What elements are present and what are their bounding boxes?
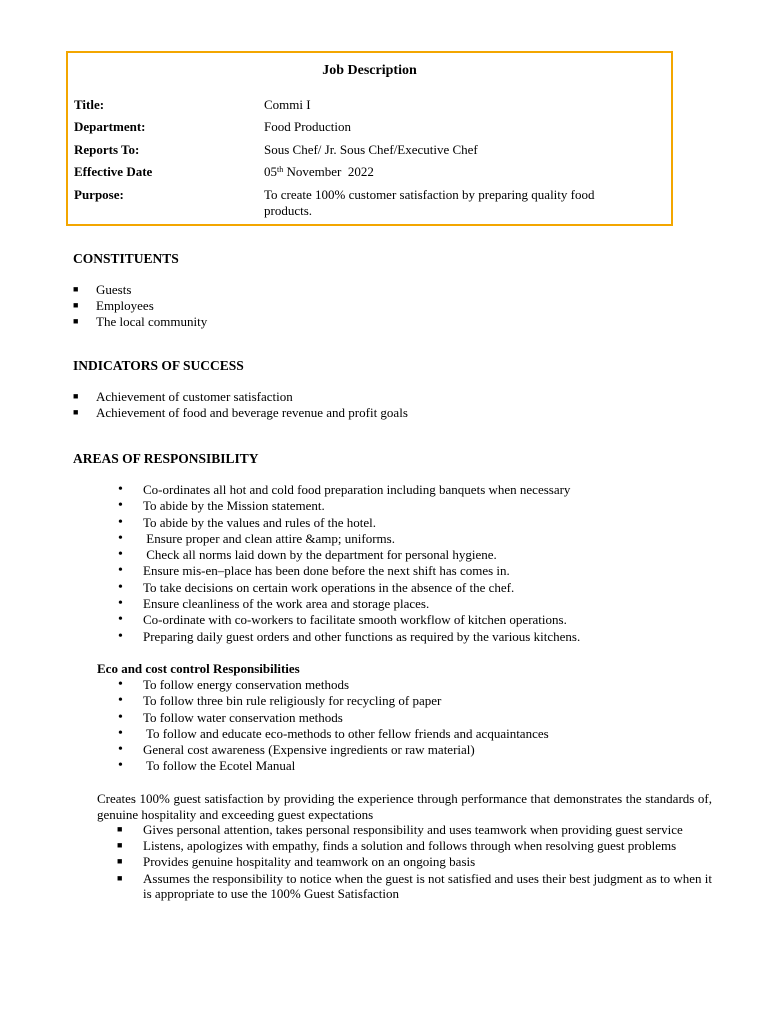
dot-bullet-icon: • [118,693,123,709]
square-bullet-icon: ■ [117,840,123,851]
guest-satisfaction-paragraph: Creates 100% guest satisfaction by providing the experience through performance that demonstrates the standards of, genuine hospitality and exceeding guest expectations [97,791,712,822]
dot-bullet-icon: • [118,628,123,644]
list-item: ■ Provides genuine hospitality and teamwork on an ongoing basis [117,854,476,870]
list-item: ■ Guests [73,282,132,297]
effective-date-day: 05 [264,164,277,179]
constituents-heading: CONSTITUENTS [73,251,179,266]
list-item: • To follow the Ecotel Manual [118,758,296,774]
dot-bullet-icon: • [118,579,123,595]
jd-label-department: Department: [74,119,146,134]
guest-satisfaction-list [115,822,712,902]
jd-label-purpose: Purpose: [74,187,124,202]
list-item: • Co-ordinate with co-workers to facilitate smooth workflow of kitchen operations. [118,612,567,628]
list-item: • Ensure cleanliness of the work area and storage places. [118,596,430,612]
list-item: ■ Achievement of food and beverage revenue and profit goals [73,404,408,420]
list-item: ■ The local community [73,313,208,329]
list-item: • To abide by the values and rules of the hotel. [118,514,377,530]
list-item: • Ensure proper and clean attire &amp; uniforms. [118,530,395,546]
dot-bullet-icon: • [118,498,123,514]
jd-value-title: Commi I [264,97,311,112]
list-item: ■ Listens, apologizes with empathy, finds a solution and follows through when resolving guest problems [117,838,677,854]
list-item: • General cost awareness (Expensive ingredients or raw material) [118,742,475,758]
list-item: ■ Assumes the responsibility to notice when the guest is not satisfied and uses their best judgment as to when it is appropriate to use the 100% Guest Satisfaction [117,870,712,902]
jd-label-reports-to: Reports To: [74,142,140,157]
dot-bullet-icon: • [118,563,123,579]
effective-date-ordinal: th [277,165,284,174]
eco-list [115,677,549,775]
list-item: • Co-ordinates all hot and cold food preparation including banquets when necessary [118,482,571,497]
square-bullet-icon: ■ [73,315,79,326]
list-item: ■ Achievement of customer satisfaction [73,389,293,404]
job-description-heading: Job Description [322,63,417,78]
indicators-list [73,389,408,421]
eco-heading: Eco and cost control Responsibilities [97,661,300,676]
jd-label-title: Title: [74,97,105,112]
jd-value-reports-to: Sous Chef/ Jr. Sous Chef/Executive Chef [264,142,478,157]
jd-value-department: Food Production [264,119,352,134]
dot-bullet-icon: • [118,677,123,692]
list-item: • Preparing daily guest orders and other functions as required by the various kitchens. [118,628,581,644]
square-bullet-icon: ■ [73,299,79,310]
square-bullet-icon: ■ [117,872,123,883]
square-bullet-icon: ■ [117,824,123,834]
list-item: ■ Employees [73,297,154,313]
list-item: • To abide by the Mission statement. [118,498,325,514]
dot-bullet-icon: • [118,612,123,628]
list-item: • Ensure mis-en–place has been done before the next shift has comes in. [118,563,510,579]
dot-bullet-icon: • [118,596,123,612]
dot-bullet-icon: • [118,725,123,741]
effective-date-rest: November 2022 [283,164,374,179]
list-item: • To follow and educate eco-methods to other fellow friends and acquaintances [118,725,549,741]
job-description-box [66,51,673,226]
list-item: • To follow energy conservation methods [118,677,350,692]
dot-bullet-icon: • [118,530,123,546]
jd-value-effective-date [264,164,664,180]
jd-value-purpose: To create 100% customer satisfaction by preparing quality food products. [264,187,595,218]
jd-label-effective-date: Effective Date [74,164,153,179]
list-item: • To follow three bin rule religiously for recycling of paper [118,693,442,709]
dot-bullet-icon: • [118,742,123,758]
dot-bullet-icon: • [118,758,123,774]
dot-bullet-icon: • [118,709,123,725]
square-bullet-icon: ■ [117,856,123,867]
dot-bullet-icon: • [118,482,123,497]
indicators-heading: INDICATORS OF SUCCESS [73,358,244,373]
list-item: • To take decisions on certain work operations in the absence of the chef. [118,579,515,595]
square-bullet-icon: ■ [73,406,79,417]
list-item: • Check all norms laid down by the department for personal hygiene. [118,547,497,563]
list-item: ■ Gives personal attention, takes personal responsibility and uses teamwork when providing guest service [117,822,683,837]
square-bullet-icon: ■ [73,284,79,294]
constituents-list [73,282,207,329]
square-bullet-icon: ■ [73,391,79,401]
dot-bullet-icon: • [118,514,123,530]
areas-list [115,482,580,645]
list-item: • To follow water conservation methods [118,709,343,725]
areas-heading: AREAS OF RESPONSIBILITY [73,451,259,466]
dot-bullet-icon: • [118,547,123,563]
